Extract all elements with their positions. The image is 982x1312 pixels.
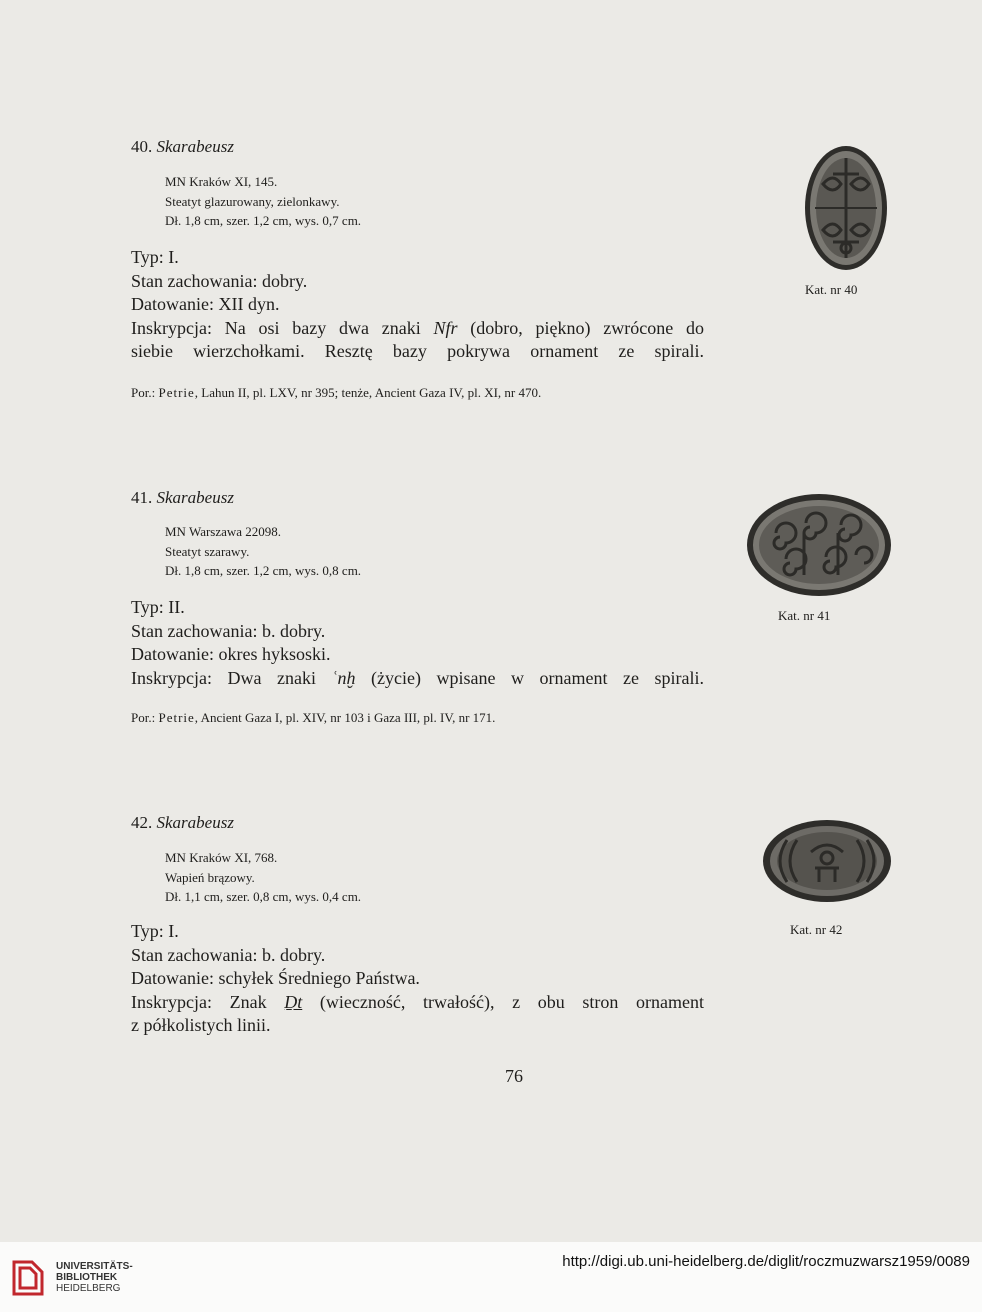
- entry-40-inskrypcja-line2: siebie wierzchołkami. Resztę bazy pokrywa ornament ze spirali.: [131, 341, 704, 361]
- caption-41: Kat. nr 41: [778, 608, 831, 623]
- entry-40-dimensions: Dł. 1,8 cm, szer. 1,2 cm, wys. 0,7 cm.: [165, 213, 362, 228]
- scarab-40-image: [803, 144, 889, 272]
- entry-40-datowanie: Datowanie: XII dyn.: [131, 294, 280, 314]
- entry-41-museum: MN Warszawa 22098.: [165, 524, 282, 539]
- entry-42-datowanie: Datowanie: schyłek Średniego Państwa.: [131, 968, 420, 988]
- entry-41-heading: [131, 488, 234, 508]
- entry-41-stan: Stan zachowania: b. dobry.: [131, 620, 326, 641]
- entry-42-typ: Typ: I.: [131, 921, 179, 941]
- entry-41-reference: Por.: Petrie, Ancient Gaza I, pl. XIV, nr 103 i Gaza III, pl. IV, nr 171.: [131, 710, 496, 725]
- entry-40-ref-author: Petrie: [158, 385, 195, 400]
- page-number: 76: [505, 1066, 523, 1086]
- entry-42-museum: MN Kraków XI, 768.: [165, 850, 278, 865]
- logo-line-1: UNIVERSITÄTS-: [56, 1261, 133, 1272]
- entry-41-number: 41.: [131, 488, 153, 507]
- entry-41-typ: Typ: II.: [131, 597, 185, 617]
- scarab-42-image: [761, 818, 893, 904]
- entry-40-body: [131, 246, 704, 364]
- entry-40-meta: [165, 172, 361, 231]
- entry-41-material: Steatyt szarawy.: [165, 543, 250, 559]
- entry-42-title: Skarabeusz: [156, 813, 234, 832]
- entry-41-meta: [165, 522, 361, 581]
- entry-40-reference: Por.: Petrie, Lahun II, pl. LXV, nr 395; tenże, Ancient Gaza IV, pl. XI, nr 470.: [131, 385, 542, 400]
- caption-42: Kat. nr 42: [790, 922, 843, 937]
- library-logo-text: [56, 1261, 133, 1294]
- entry-42-body: [131, 920, 704, 1038]
- entry-40-number: 40.: [131, 137, 153, 156]
- entry-40-heading: [131, 137, 234, 157]
- entry-41-ref-author: Petrie: [158, 710, 195, 725]
- entry-41-glyph: ʿnḫ: [331, 667, 356, 688]
- entry-40-typ: Typ: I.: [131, 247, 179, 267]
- entry-42-stan: Stan zachowania: b. dobry.: [131, 944, 326, 965]
- entry-42-number: 42.: [131, 813, 153, 832]
- library-logo-icon: [8, 1258, 48, 1298]
- entry-40-glyph: Nfr: [433, 317, 458, 338]
- entry-41-datowanie: Datowanie: okres hyksoski.: [131, 644, 331, 664]
- entry-40-inskrypcja: Inskrypcja: Na osi bazy dwa znaki Nfr (dobro, piękno) zwrócone do: [131, 317, 704, 338]
- entry-42-inskrypcja: Inskrypcja: Znak Ḏt (wieczność, trwałość), z obu stron ornament: [131, 991, 704, 1012]
- entry-40-material: Steatyt glazurowany, zielonkawy.: [165, 193, 340, 209]
- entry-42-material: Wapień brązowy.: [165, 869, 255, 885]
- logo-line-3: HEIDELBERG: [56, 1283, 121, 1294]
- entry-41-title: Skarabeusz: [156, 488, 234, 507]
- entry-41-body: [131, 596, 704, 690]
- entry-41-inskrypcja: Inskrypcja: Dwa znaki ʿnḫ (życie) wpisane w ornament ze spirali.: [131, 667, 704, 688]
- scarab-41-image: [746, 493, 892, 597]
- entry-42-heading: [131, 813, 234, 833]
- caption-40: Kat. nr 40: [805, 282, 858, 297]
- source-url-link[interactable]: http://digi.ub.uni-heidelberg.de/diglit/roczmuzwarsz1959/0089: [562, 1253, 970, 1270]
- entry-42-inskrypcja-line2: z półkolistych linii.: [131, 1015, 271, 1035]
- entry-40-museum: MN Kraków XI, 145.: [165, 174, 278, 189]
- entry-40-stan: Stan zachowania: dobry.: [131, 270, 308, 291]
- entry-41-dimensions: Dł. 1,8 cm, szer. 1,2 cm, wys. 0,8 cm.: [165, 563, 362, 578]
- entry-42-dimensions: Dł. 1,1 cm, szer. 0,8 cm, wys. 0,4 cm.: [165, 889, 362, 904]
- entry-40-title: Skarabeusz: [156, 137, 234, 156]
- logo-line-2: BIBLIOTHEK: [56, 1272, 118, 1283]
- entry-42-glyph: Ḏt: [284, 991, 303, 1012]
- entry-42-meta: [165, 848, 361, 907]
